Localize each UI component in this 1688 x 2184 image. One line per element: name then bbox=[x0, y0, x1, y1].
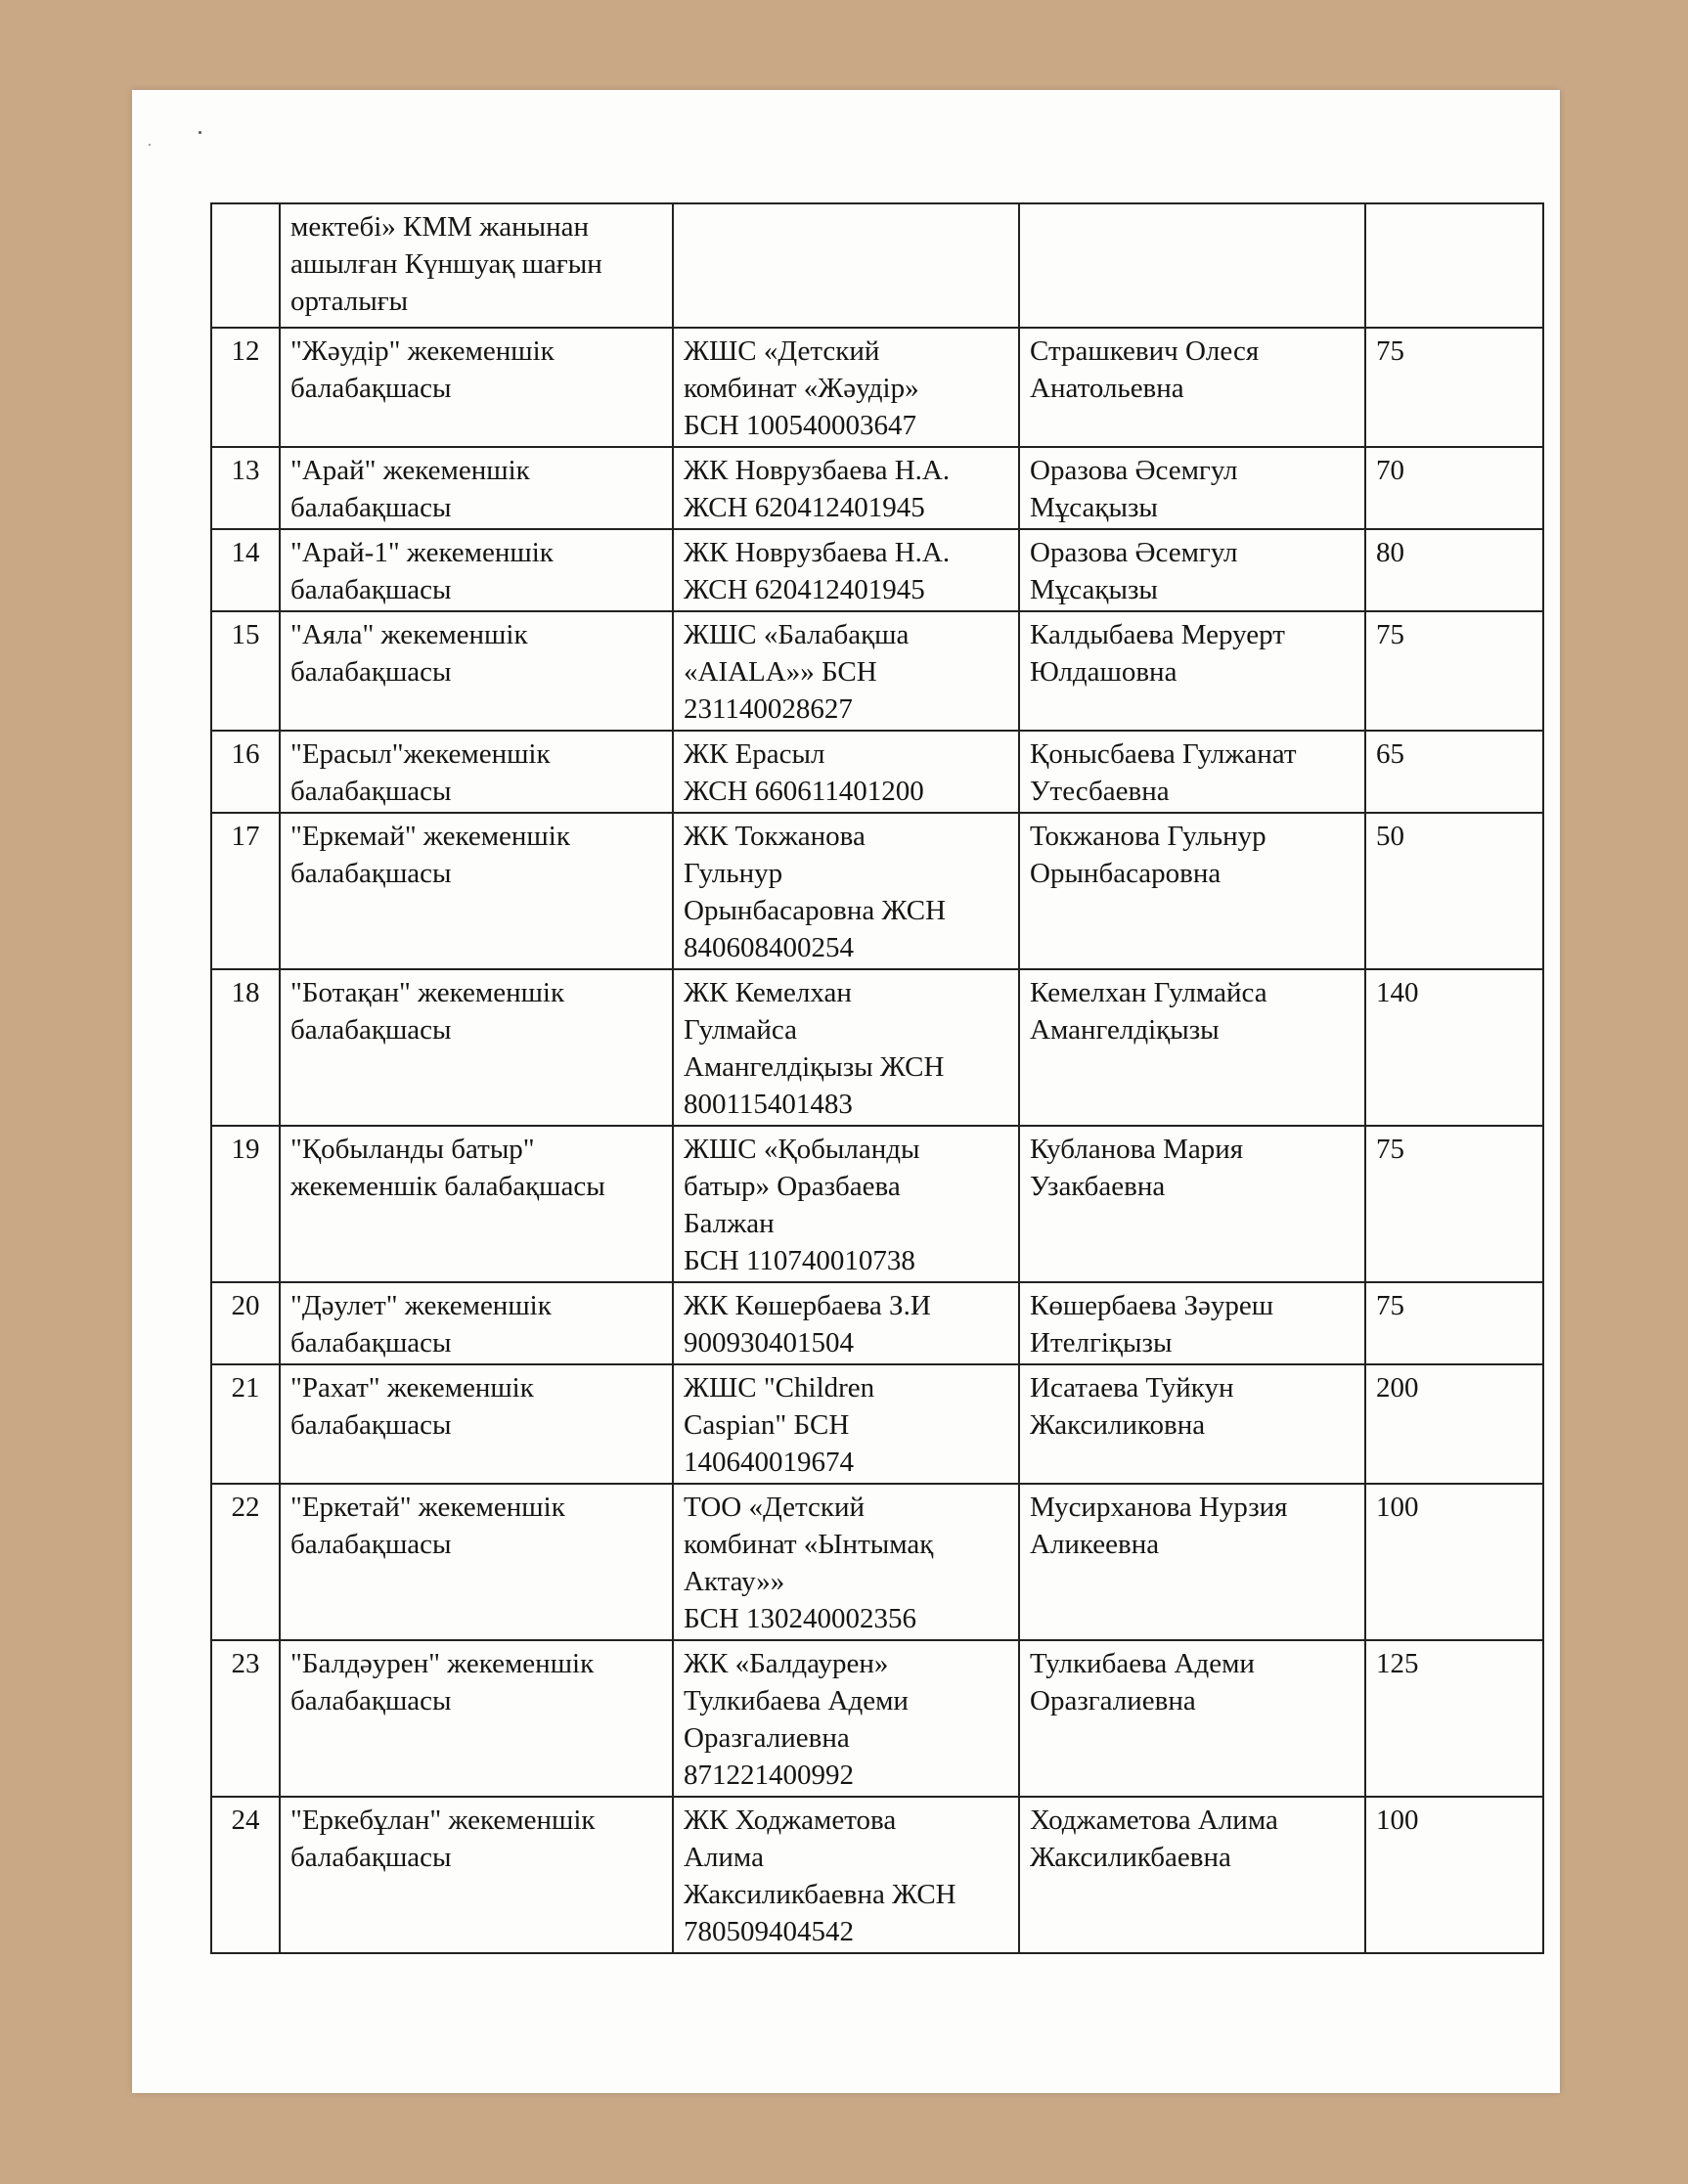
paper-speck bbox=[199, 131, 201, 134]
cell-capacity: 125 bbox=[1365, 1640, 1543, 1797]
cell-name: "Еркетай" жекеменшік балабақшасы bbox=[280, 1484, 673, 1640]
table-body bbox=[211, 203, 1543, 1953]
cell-number: 14 bbox=[211, 529, 280, 611]
cell-director: Оразова Әсемгул Мұсақызы bbox=[1019, 447, 1365, 529]
table-row bbox=[211, 1797, 1543, 1953]
cell-director: Ходжаметова Алима Жаксиликбаевна bbox=[1019, 1797, 1365, 1953]
cell-owner: ЖК «Балдаурен» Тулкибаева Адеми Оразгалиевна 871221400992 bbox=[673, 1640, 1019, 1797]
cell-capacity: 100 bbox=[1365, 1484, 1543, 1640]
cell-name: "Еркемай" жекеменшік балабақшасы bbox=[280, 813, 673, 969]
cell-name: "Қобыланды батыр" жекеменшік балабақшасы bbox=[280, 1126, 673, 1282]
table-row bbox=[211, 813, 1543, 969]
cell-director: Калдыбаева Меруерт Юлдашовна bbox=[1019, 611, 1365, 731]
cell-capacity: 75 bbox=[1365, 611, 1543, 731]
cell-name: "Ботақан" жекеменшік балабақшасы bbox=[280, 969, 673, 1126]
cell-name: "Дәулет" жекеменшік балабақшасы bbox=[280, 1282, 673, 1364]
cell-name: "Жәудір" жекеменшік балабақшасы bbox=[280, 328, 673, 447]
cell-capacity: 140 bbox=[1365, 969, 1543, 1126]
table-row bbox=[211, 328, 1543, 447]
cell-owner: ЖШС "Children Caspian" БСН 140640019674 bbox=[673, 1364, 1019, 1484]
cell-owner: ЖШС «Балабақша «AIALA»» БСН 231140028627 bbox=[673, 611, 1019, 731]
cell-owner: ЖК Кемелхан Гулмайса Амангелдіқызы ЖСН 800115401483 bbox=[673, 969, 1019, 1126]
cell-number bbox=[211, 203, 280, 328]
cell-capacity: 50 bbox=[1365, 813, 1543, 969]
table-row-continuation bbox=[211, 203, 1543, 328]
cell-number: 16 bbox=[211, 731, 280, 813]
cell-number: 13 bbox=[211, 447, 280, 529]
cell-number: 24 bbox=[211, 1797, 280, 1953]
cell-capacity: 80 bbox=[1365, 529, 1543, 611]
cell-name: мектебі» КММ жанынан ашылған Күншуақ шағын орталығы bbox=[280, 203, 673, 328]
table-row bbox=[211, 1282, 1543, 1364]
cell-capacity: 200 bbox=[1365, 1364, 1543, 1484]
cell-number: 21 bbox=[211, 1364, 280, 1484]
table-row bbox=[211, 1126, 1543, 1282]
cell-capacity bbox=[1365, 203, 1543, 328]
cell-capacity: 100 bbox=[1365, 1797, 1543, 1953]
document-page bbox=[132, 90, 1560, 2093]
cell-name: "Рахат" жекеменшік балабақшасы bbox=[280, 1364, 673, 1484]
cell-director: Исатаева Туйкун Жаксиликовна bbox=[1019, 1364, 1365, 1484]
cell-owner: ЖШС «Детский комбинат «Жәудір» БСН 100540003647 bbox=[673, 328, 1019, 447]
cell-director: Көшербаева Зәуреш Ителгіқызы bbox=[1019, 1282, 1365, 1364]
table-row bbox=[211, 731, 1543, 813]
cell-name: "Балдәурен" жекеменшік балабақшасы bbox=[280, 1640, 673, 1797]
cell-director: Мусирханова Нурзия Аликеевна bbox=[1019, 1484, 1365, 1640]
cell-capacity: 70 bbox=[1365, 447, 1543, 529]
cell-owner: ЖК Новрузбаева Н.А. ЖСН 620412401945 bbox=[673, 447, 1019, 529]
cell-director: Токжанова Гульнур Орынбасаровна bbox=[1019, 813, 1365, 969]
cell-name: "Аяла" жекеменшік балабақшасы bbox=[280, 611, 673, 731]
cell-director: Страшкевич Олеся Анатольевна bbox=[1019, 328, 1365, 447]
cell-number: 17 bbox=[211, 813, 280, 969]
table-row bbox=[211, 447, 1543, 529]
cell-number: 23 bbox=[211, 1640, 280, 1797]
table-row bbox=[211, 1364, 1543, 1484]
cell-owner: ТОО «Детский комбинат «Ынтымақ Актау»» БСН 130240002356 bbox=[673, 1484, 1019, 1640]
cell-number: 20 bbox=[211, 1282, 280, 1364]
cell-name: "Арай" жекеменшік балабақшасы bbox=[280, 447, 673, 529]
cell-director bbox=[1019, 203, 1365, 328]
cell-owner: ЖШС «Қобыланды батыр» Оразбаева Балжан БСН 110740010738 bbox=[673, 1126, 1019, 1282]
cell-director: Оразова Әсемгул Мұсақызы bbox=[1019, 529, 1365, 611]
cell-owner bbox=[673, 203, 1019, 328]
cell-capacity: 75 bbox=[1365, 1126, 1543, 1282]
cell-capacity: 75 bbox=[1365, 1282, 1543, 1364]
cell-owner: ЖК Новрузбаева Н.А. ЖСН 620412401945 bbox=[673, 529, 1019, 611]
cell-name: "Еркебұлан" жекеменшік балабақшасы bbox=[280, 1797, 673, 1953]
cell-owner: ЖК Ходжаметова Алима Жаксиликбаевна ЖСН 780509404542 bbox=[673, 1797, 1019, 1953]
cell-name: "Ерасыл"жекеменшік балабақшасы bbox=[280, 731, 673, 813]
cell-owner: ЖК Көшербаева З.И 900930401504 bbox=[673, 1282, 1019, 1364]
cell-owner: ЖК Токжанова Гульнур Орынбасаровна ЖСН 840608400254 bbox=[673, 813, 1019, 969]
kindergarten-table bbox=[210, 202, 1544, 1954]
cell-number: 15 bbox=[211, 611, 280, 731]
cell-director: Кубланова Мария Узакбаевна bbox=[1019, 1126, 1365, 1282]
cell-director: Тулкибаева Адеми Оразгалиевна bbox=[1019, 1640, 1365, 1797]
cell-number: 22 bbox=[211, 1484, 280, 1640]
cell-director: Қонысбаева Гулжанат Утесбаевна bbox=[1019, 731, 1365, 813]
table-row bbox=[211, 529, 1543, 611]
cell-number: 18 bbox=[211, 969, 280, 1126]
cell-capacity: 65 bbox=[1365, 731, 1543, 813]
cell-director: Кемелхан Гулмайса Амангелдіқызы bbox=[1019, 969, 1365, 1126]
table-row bbox=[211, 1484, 1543, 1640]
paper-speck bbox=[149, 144, 151, 146]
cell-capacity: 75 bbox=[1365, 328, 1543, 447]
cell-number: 19 bbox=[211, 1126, 280, 1282]
table-row bbox=[211, 969, 1543, 1126]
table-row bbox=[211, 611, 1543, 731]
cell-number: 12 bbox=[211, 328, 280, 447]
cell-name: "Арай-1" жекеменшік балабақшасы bbox=[280, 529, 673, 611]
table-row bbox=[211, 1640, 1543, 1797]
cell-owner: ЖК Ерасыл ЖСН 660611401200 bbox=[673, 731, 1019, 813]
